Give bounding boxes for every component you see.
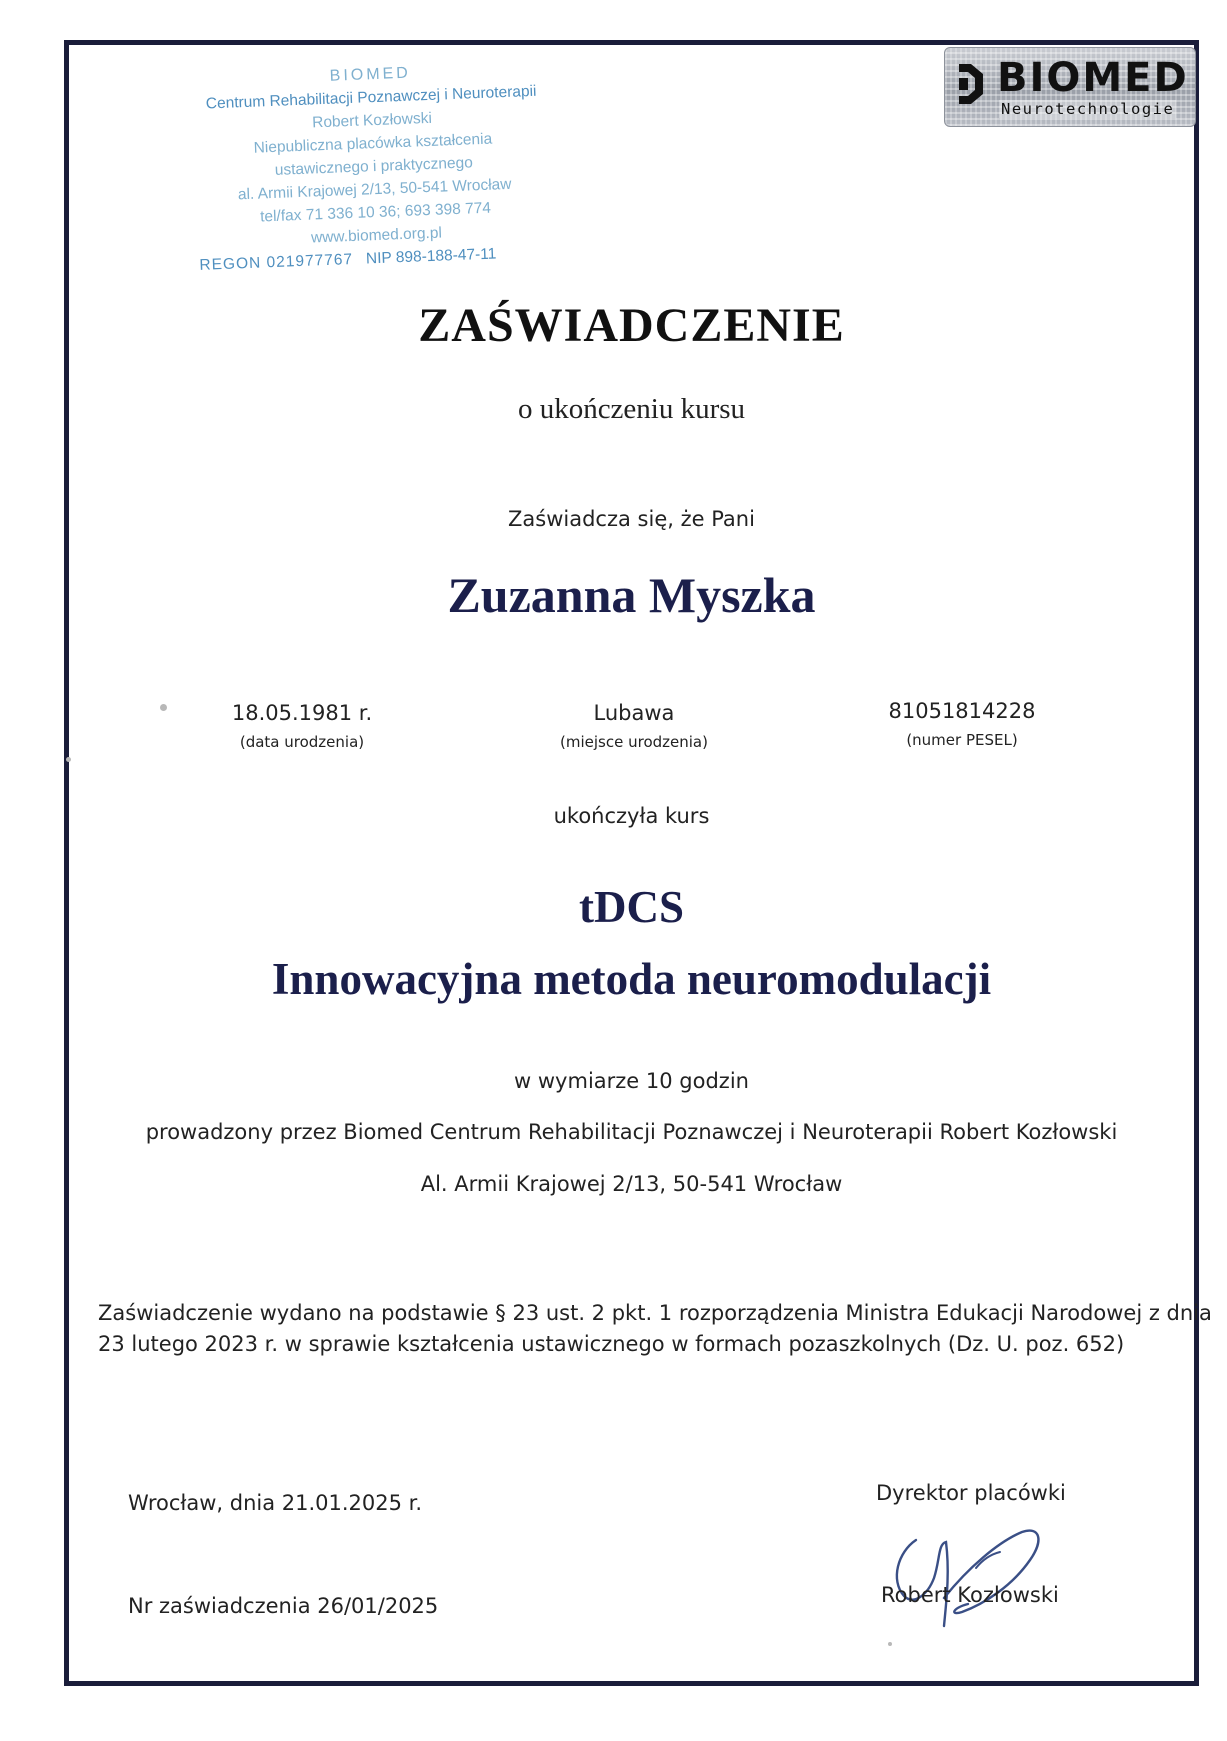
stamp-title: BIOMED [329, 64, 412, 85]
course-code: tDCS [578, 882, 684, 932]
stamp-line: Niepubliczna placówka kształcenia [253, 130, 493, 157]
director-name: Robert Kozłowski [881, 1583, 1059, 1607]
director-signature-icon [880, 1508, 1070, 1636]
scan-speck [160, 704, 167, 711]
place-and-date: Wrocław, dnia 21.01.2025 r. [128, 1491, 423, 1515]
stamp-line: Robert Kozłowski [311, 109, 433, 132]
stamp-line: ustawicznego i praktycznego [274, 154, 474, 179]
director-title: Dyrektor placówki [876, 1481, 1066, 1505]
organizer-address: Al. Armii Krajowej 2/13, 50-541 Wrocław [420, 1172, 843, 1196]
legal-basis [98, 1298, 1212, 1360]
legal-basis-line: 23 lutego 2023 r. w sprawie kształcenia ustawicznego w formach pozaszkolnych (Dz. U. poz. 652) [98, 1332, 1125, 1356]
page-border [64, 40, 1212, 1686]
certificate-subheading: o ukończeniu kursu [517, 393, 746, 425]
stamp-line: Centrum Rehabilitacji Poznawczej i Neuroterapii [205, 82, 537, 113]
birth-date-block [152, 700, 452, 752]
certificate-number: Nr zaświadczenia 26/01/2025 [128, 1594, 439, 1618]
scan-speck [888, 1642, 892, 1646]
birth-place: Lubawa [593, 701, 675, 725]
completed-text: ukończyła kurs [553, 804, 710, 828]
logo-subtitle: Neurotechnologie [1001, 100, 1175, 118]
stamp-line: al. Armii Krajowej 2/13, 50-541 Wrocław [237, 175, 512, 204]
course-title: Innowacyjna metoda neuromodulacji [271, 954, 992, 1004]
stamp-line: www.biomed.org.pl [310, 224, 443, 247]
stamp-nip: NIP 898-188-47-11 [365, 245, 497, 268]
logo-brand: BIOMED [997, 55, 1189, 101]
birth-date-caption: (data urodzenia) [239, 733, 365, 751]
scan-speck [66, 757, 71, 762]
certificate-heading: ZAŚWIADCZENIE [418, 299, 845, 352]
institution-stamp [140, 54, 608, 279]
legal-basis-line: Zaświadczenie wydano na podstawie § 23 ust. 2 pkt. 1 rozporządzenia Ministra Edukacji Narodowej z dnia [98, 1301, 1212, 1325]
recipient-name: Zuzanna Myszka [447, 567, 816, 623]
course-organizer: prowadzony przez Biomed Centrum Rehabilitacji Poznawczej i Neuroterapii Robert Kozłowski [145, 1120, 1118, 1144]
biomed-logo [944, 47, 1196, 127]
stamp-regon: REGON 021977767 [199, 250, 354, 274]
biomed-logo-mark-icon [955, 62, 989, 106]
course-duration: w wymiarze 10 godzin [514, 1069, 749, 1093]
birth-place-caption: (miejsce urodzenia) [560, 733, 708, 751]
pesel-block [812, 698, 1112, 750]
intro-text: Zaświadcza się, że Pani [508, 507, 755, 531]
pesel-number: 81051814228 [888, 699, 1036, 723]
pesel-caption: (numer PESEL) [906, 731, 1018, 749]
stamp-line: tel/fax 71 336 10 36; 693 398 774 [259, 199, 492, 226]
birth-place-block [484, 700, 784, 752]
birth-date: 18.05.1981 r. [231, 701, 373, 725]
